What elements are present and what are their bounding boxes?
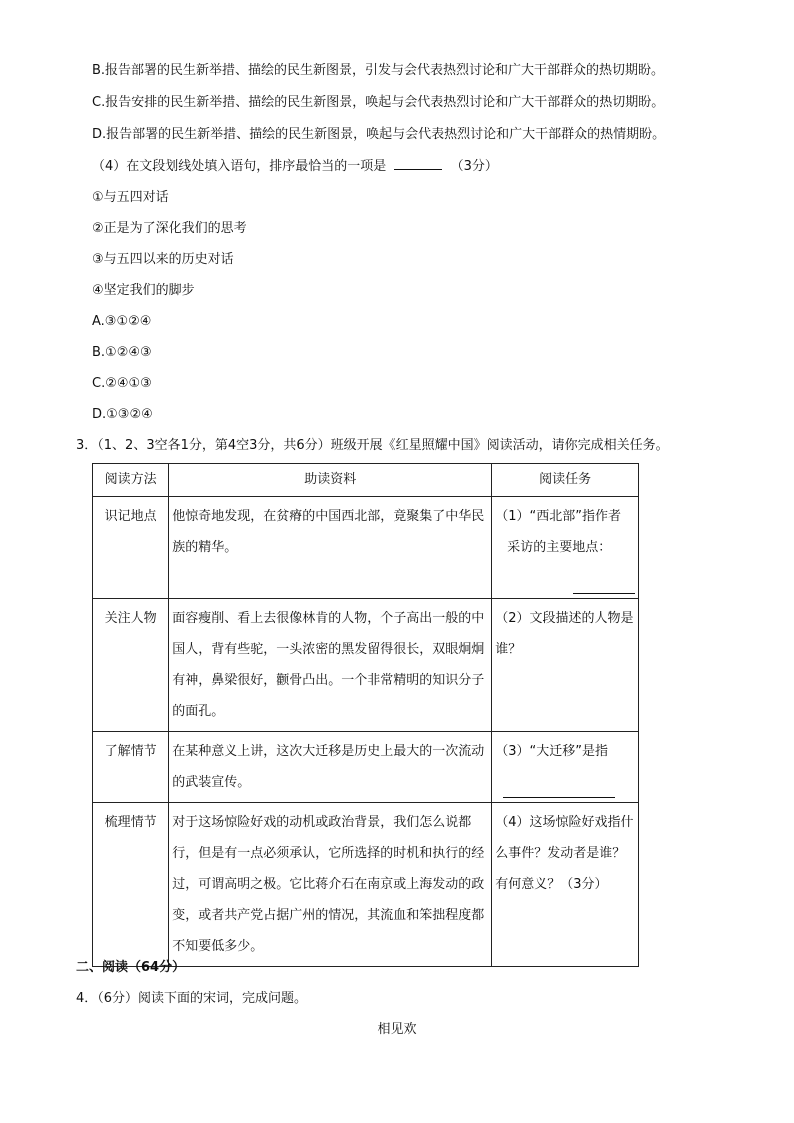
question-4-stem [92,157,498,177]
row-task [492,497,639,599]
poem-title: 相见欢 [377,1022,417,1037]
section-heading: 二、阅读（64分） [76,960,186,975]
reading-task-table [92,463,639,967]
row-task [492,732,639,803]
question-3-stem: 3．（1、2、3空各1分，第4空3分，共6分）班级开展《红星照耀中国》阅读活动，请你完成相关任务。 [76,438,669,453]
task-line: （2）文段描述的人物是谁？ [495,611,634,657]
header-material: 助读资料 [169,464,492,497]
row-task [492,803,639,967]
question-4-stem-text: （4）在文段划线处填入语句，排序最恰当的一项是 [92,159,387,174]
header-method: 阅读方法 [93,464,169,497]
row-method: 了解情节 [93,732,169,803]
row-task [492,599,639,732]
row-material: 对于这场惊险好戏的动机或政治背景，我们怎么说都行，但是有一点必须承认，它所选择的时机和执行的经过，可谓高明之极。它比蒋介石在南京或上海发动的政变，或者共产党占据广州的情况，其流血和笨拙程度都不知要低多少。 [169,803,492,967]
task-line: （1）“西北部”指作者 [495,509,621,524]
table-row [93,599,639,732]
option-d: D.报告部署的民生新举措、描绘的民生新图景，唤起与会代表热烈讨论和广大干部群众的热情期盼。 [92,127,666,142]
answer-blank[interactable] [394,157,442,170]
choice-b: B.①②④③ [92,345,152,360]
row-material: 他惊奇地发现，在贫瘠的中国西北部，竟聚集了中华民族的精华。 [169,497,492,599]
sentence-item-2: ②正是为了深化我们的思考 [92,221,247,236]
sentence-item-3: ③与五四以来的历史对话 [92,252,234,267]
question-4-score: （3分） [450,159,498,174]
row-material: 面容瘦削、看上去很像林肯的人物，个子高出一般的中国人，背有些驼，一头浓密的黑发留得很长，双眼炯炯有神，鼻梁很好，颧骨凸出。一个非常精明的知识分子的面孔。 [169,599,492,732]
option-b: B.报告部署的民生新举措、描绘的民生新图景，引发与会代表热烈讨论和广大干部群众的热切期盼。 [92,63,665,78]
row-method: 识记地点 [93,497,169,599]
row-method: 梳理情节 [93,803,169,967]
table-header-row [93,464,639,497]
choice-d: D.①③②④ [92,407,153,422]
question-4-reading-stem: 4．（6分）阅读下面的宋词，完成问题。 [76,991,308,1006]
header-task: 阅读任务 [492,464,639,497]
choice-a: A.③①②④ [92,314,152,329]
task-line: （3）“大迁移”是指 [495,744,608,759]
table-row [93,497,639,599]
option-c: C.报告安排的民生新举措、描绘的民生新图景，唤起与会代表热烈讨论和广大干部群众的热切期盼。 [92,95,665,110]
row-material: 在某种意义上讲，这次大迁移是历史上最大的一次流动的武装宣传。 [169,732,492,803]
row-method: 关注人物 [93,599,169,732]
table-row [93,732,639,803]
sentence-item-4: ④坚定我们的脚步 [92,283,195,298]
table-row [93,803,639,967]
answer-blank[interactable] [573,579,635,594]
choice-c: C.②④①③ [92,376,152,391]
sentence-item-1: ①与五四对话 [92,190,169,205]
answer-blank[interactable] [503,783,615,798]
task-line: （4）这场惊险好戏指什么事件？发动者是谁？有何意义？（3分） [495,815,634,892]
task-line: 采访的主要地点： [507,540,612,555]
